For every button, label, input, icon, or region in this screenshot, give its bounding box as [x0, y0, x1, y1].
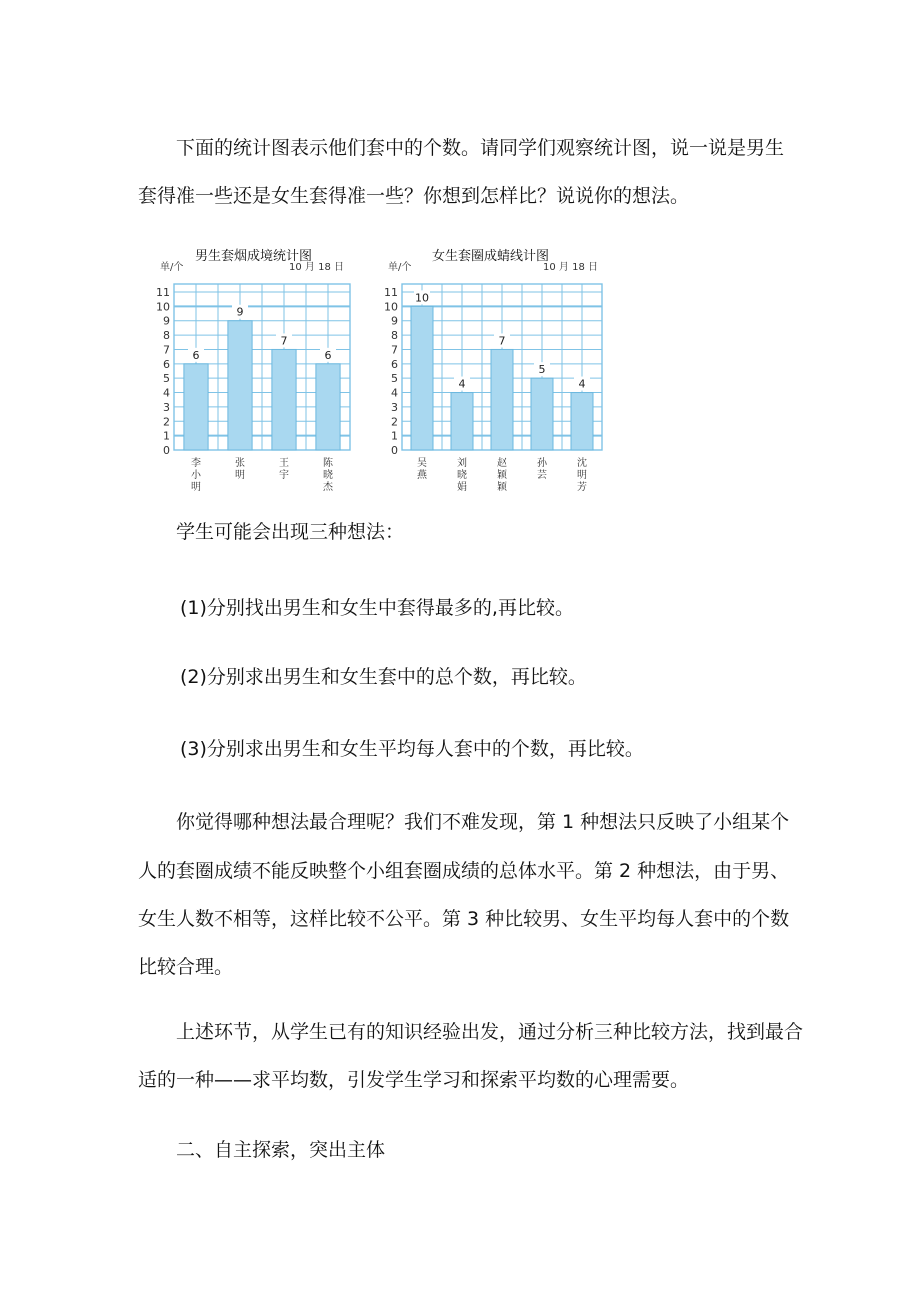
- data-label: 7: [280, 334, 288, 348]
- bar: [411, 306, 433, 450]
- chart1-title: 男生套烟成境统计图: [195, 249, 313, 264]
- y-tick-label: 5: [163, 372, 170, 386]
- y-tick-label: 11: [156, 286, 170, 299]
- x-tick-label: 赵颖颖: [497, 458, 507, 493]
- bar: [571, 393, 593, 450]
- y-tick-label: 6: [391, 357, 398, 371]
- y-tick-label: 4: [391, 386, 398, 400]
- y-tick-label: 6: [163, 357, 170, 371]
- bar: [184, 364, 208, 450]
- method-1: (1)分别找出男生和女生中套得最多的,再比较。: [180, 597, 574, 619]
- method-3: (3)分别求出男生和女生平均每人套中的个数，再比较。: [180, 738, 644, 760]
- chart2-title: 女生套圈成蜻线计图: [432, 249, 550, 264]
- analysis-line-2: 人的套圈成绩不能反映整个小组套圈成绩的总体水平。第 2 种想法，由于男、: [138, 860, 790, 882]
- date-label: 10 月 18 日: [289, 262, 344, 273]
- data-label: 5: [538, 363, 546, 377]
- y-tick-label: 8: [163, 329, 170, 343]
- y-tick-label: 1: [163, 429, 170, 443]
- x-tick-label: 孙芸: [537, 458, 547, 481]
- bar: [451, 393, 473, 450]
- y-tick-label: 2: [163, 415, 170, 429]
- summary-line-1: 上述环节，从学生已有的知识经验出发，通过分析三种比较方法，找到最合: [176, 1021, 804, 1043]
- x-tick-label: 刘晓娟: [457, 458, 467, 493]
- intro-line-2: 套得准一些还是女生套得准一些？你想到怎样比？说说你的想法。: [138, 185, 690, 207]
- boys-bar-chart: [150, 258, 360, 503]
- bar: [316, 364, 340, 450]
- x-tick-label: 李小明: [191, 458, 201, 493]
- method-2: (2)分别求出男生和女生套中的总个数，再比较。: [180, 666, 587, 688]
- y-tick-label: 10: [384, 300, 398, 314]
- x-tick-label: 王宇: [279, 458, 289, 481]
- data-label: 6: [192, 348, 200, 362]
- data-label: 4: [578, 377, 586, 391]
- analysis-line-4: 比较合理。: [138, 956, 234, 978]
- y-tick-label: 0: [391, 444, 398, 457]
- data-label: 4: [458, 377, 466, 391]
- bar: [491, 349, 513, 450]
- data-label: 10: [415, 291, 429, 305]
- y-tick-label: 7: [163, 343, 170, 357]
- y-tick-label: 4: [163, 386, 170, 400]
- y-tick-label: 11: [384, 286, 398, 299]
- bar: [272, 349, 296, 450]
- y-tick-label: 2: [391, 415, 398, 429]
- summary-line-2: 适的一种——求平均数，引发学生学习和探索平均数的心理需要。: [138, 1069, 690, 1091]
- y-tick-label: 9: [163, 314, 170, 328]
- data-label: 7: [498, 334, 506, 348]
- date-label: 10 月 18 日: [543, 262, 598, 273]
- y-tick-label: 0: [163, 444, 170, 457]
- y-tick-label: 7: [391, 343, 398, 357]
- girls-bar-chart: [378, 258, 608, 503]
- intro-line-1: 下面的统计图表示他们套中的个数。请同学们观察统计图，说一说是男生: [176, 137, 785, 159]
- x-tick-label: 张明: [235, 458, 245, 481]
- x-tick-label: 吴燕: [417, 458, 427, 481]
- x-tick-label: 陈晓杰: [323, 458, 333, 493]
- y-unit-label: 单/个: [160, 262, 184, 273]
- bar: [228, 321, 252, 450]
- y-tick-label: 10: [156, 300, 170, 314]
- y-tick-label: 1: [391, 429, 398, 443]
- section-heading: 二、自主探索，突出主体: [176, 1139, 386, 1161]
- analysis-line-1: 你觉得哪种想法最合理呢？我们不难发现，第 1 种想法只反映了小组某个: [176, 811, 790, 833]
- data-label: 6: [324, 348, 332, 362]
- y-unit-label: 单/个: [388, 262, 412, 273]
- methods-intro: 学生可能会出现三种想法：: [176, 521, 405, 543]
- analysis-line-3: 女生人数不相等，这样比较不公平。第 3 种比较男、女生平均每人套中的个数: [138, 908, 790, 930]
- data-label: 9: [236, 305, 244, 319]
- y-tick-label: 3: [391, 400, 398, 414]
- bar: [531, 378, 553, 450]
- x-tick-label: 沈明芳: [577, 458, 587, 493]
- y-tick-label: 5: [391, 372, 398, 386]
- y-tick-label: 3: [163, 400, 170, 414]
- y-tick-label: 8: [391, 329, 398, 343]
- y-tick-label: 9: [391, 314, 398, 328]
